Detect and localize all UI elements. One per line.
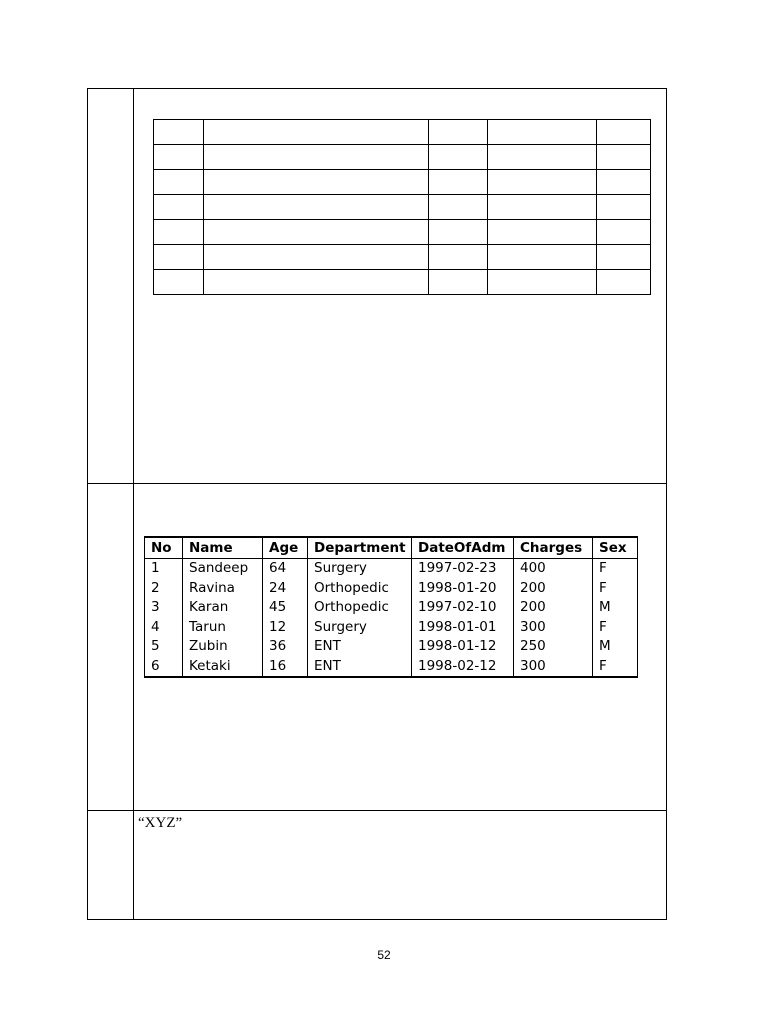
header-department: Department: [308, 537, 412, 558]
table-row: [154, 145, 651, 170]
cell-dateofadm: 1998-01-12: [412, 637, 514, 657]
cell-age: 36: [263, 637, 308, 657]
table-row: [154, 220, 651, 245]
cell-department: Orthopedic: [308, 598, 412, 618]
cell-charges: 200: [514, 578, 593, 598]
cell-department: ENT: [308, 637, 412, 657]
cell-sex: F: [593, 656, 638, 677]
cell-no: 4: [145, 617, 183, 637]
table-row: [154, 245, 651, 270]
cell-name: Karan: [183, 598, 263, 618]
cell-charges: 300: [514, 617, 593, 637]
cell-sex: F: [593, 578, 638, 598]
header-sex: Sex: [593, 537, 638, 558]
cell-age: 16: [263, 656, 308, 677]
table-row: [145, 656, 638, 677]
quoted-text: “XYZ”: [138, 815, 183, 831]
table-row: [154, 170, 651, 195]
cell-no: 2: [145, 578, 183, 598]
cell-name: Ravina: [183, 578, 263, 598]
cell-name: Ketaki: [183, 656, 263, 677]
cell-age: 64: [263, 558, 308, 578]
number-column-divider: [133, 88, 134, 920]
cell-dateofadm: 1998-02-12: [412, 656, 514, 677]
cell-age: 12: [263, 617, 308, 637]
table-row: [154, 270, 651, 295]
header-age: Age: [263, 537, 308, 558]
cell-charges: 300: [514, 656, 593, 677]
cell-sex: F: [593, 558, 638, 578]
cell-age: 45: [263, 598, 308, 618]
cell-name: Tarun: [183, 617, 263, 637]
cell-dateofadm: 1998-01-20: [412, 578, 514, 598]
empty-answer-table: [153, 119, 651, 295]
cell-name: Sandeep: [183, 558, 263, 578]
table-row: [145, 578, 638, 598]
cell-dateofadm: 1997-02-10: [412, 598, 514, 618]
cell-no: 1: [145, 558, 183, 578]
cell-sex: M: [593, 637, 638, 657]
page-number: 52: [377, 948, 391, 962]
hospital-data-table: [144, 536, 638, 678]
cell-sex: F: [593, 617, 638, 637]
header-dateofadm: DateOfAdm: [412, 537, 514, 558]
cell-department: Surgery: [308, 617, 412, 637]
cell-no: 6: [145, 656, 183, 677]
cell-age: 24: [263, 578, 308, 598]
cell-department: ENT: [308, 656, 412, 677]
cell-charges: 250: [514, 637, 593, 657]
cell-dateofadm: 1997-02-23: [412, 558, 514, 578]
header-name: Name: [183, 537, 263, 558]
table-row: [154, 195, 651, 220]
table-header-row: [145, 537, 638, 558]
table-row: [154, 120, 651, 145]
cell-department: Surgery: [308, 558, 412, 578]
cell-dateofadm: 1998-01-01: [412, 617, 514, 637]
cell-charges: 400: [514, 558, 593, 578]
table-row: [145, 637, 638, 657]
cell-name: Zubin: [183, 637, 263, 657]
cell-no: 5: [145, 637, 183, 657]
table-row: [145, 617, 638, 637]
table-row: [145, 558, 638, 578]
cell-charges: 200: [514, 598, 593, 618]
header-no: No: [145, 537, 183, 558]
row-divider-1: [87, 483, 667, 484]
cell-no: 3: [145, 598, 183, 618]
header-charges: Charges: [514, 537, 593, 558]
cell-sex: M: [593, 598, 638, 618]
table-row: [145, 598, 638, 618]
row-divider-2: [87, 810, 667, 811]
cell-department: Orthopedic: [308, 578, 412, 598]
